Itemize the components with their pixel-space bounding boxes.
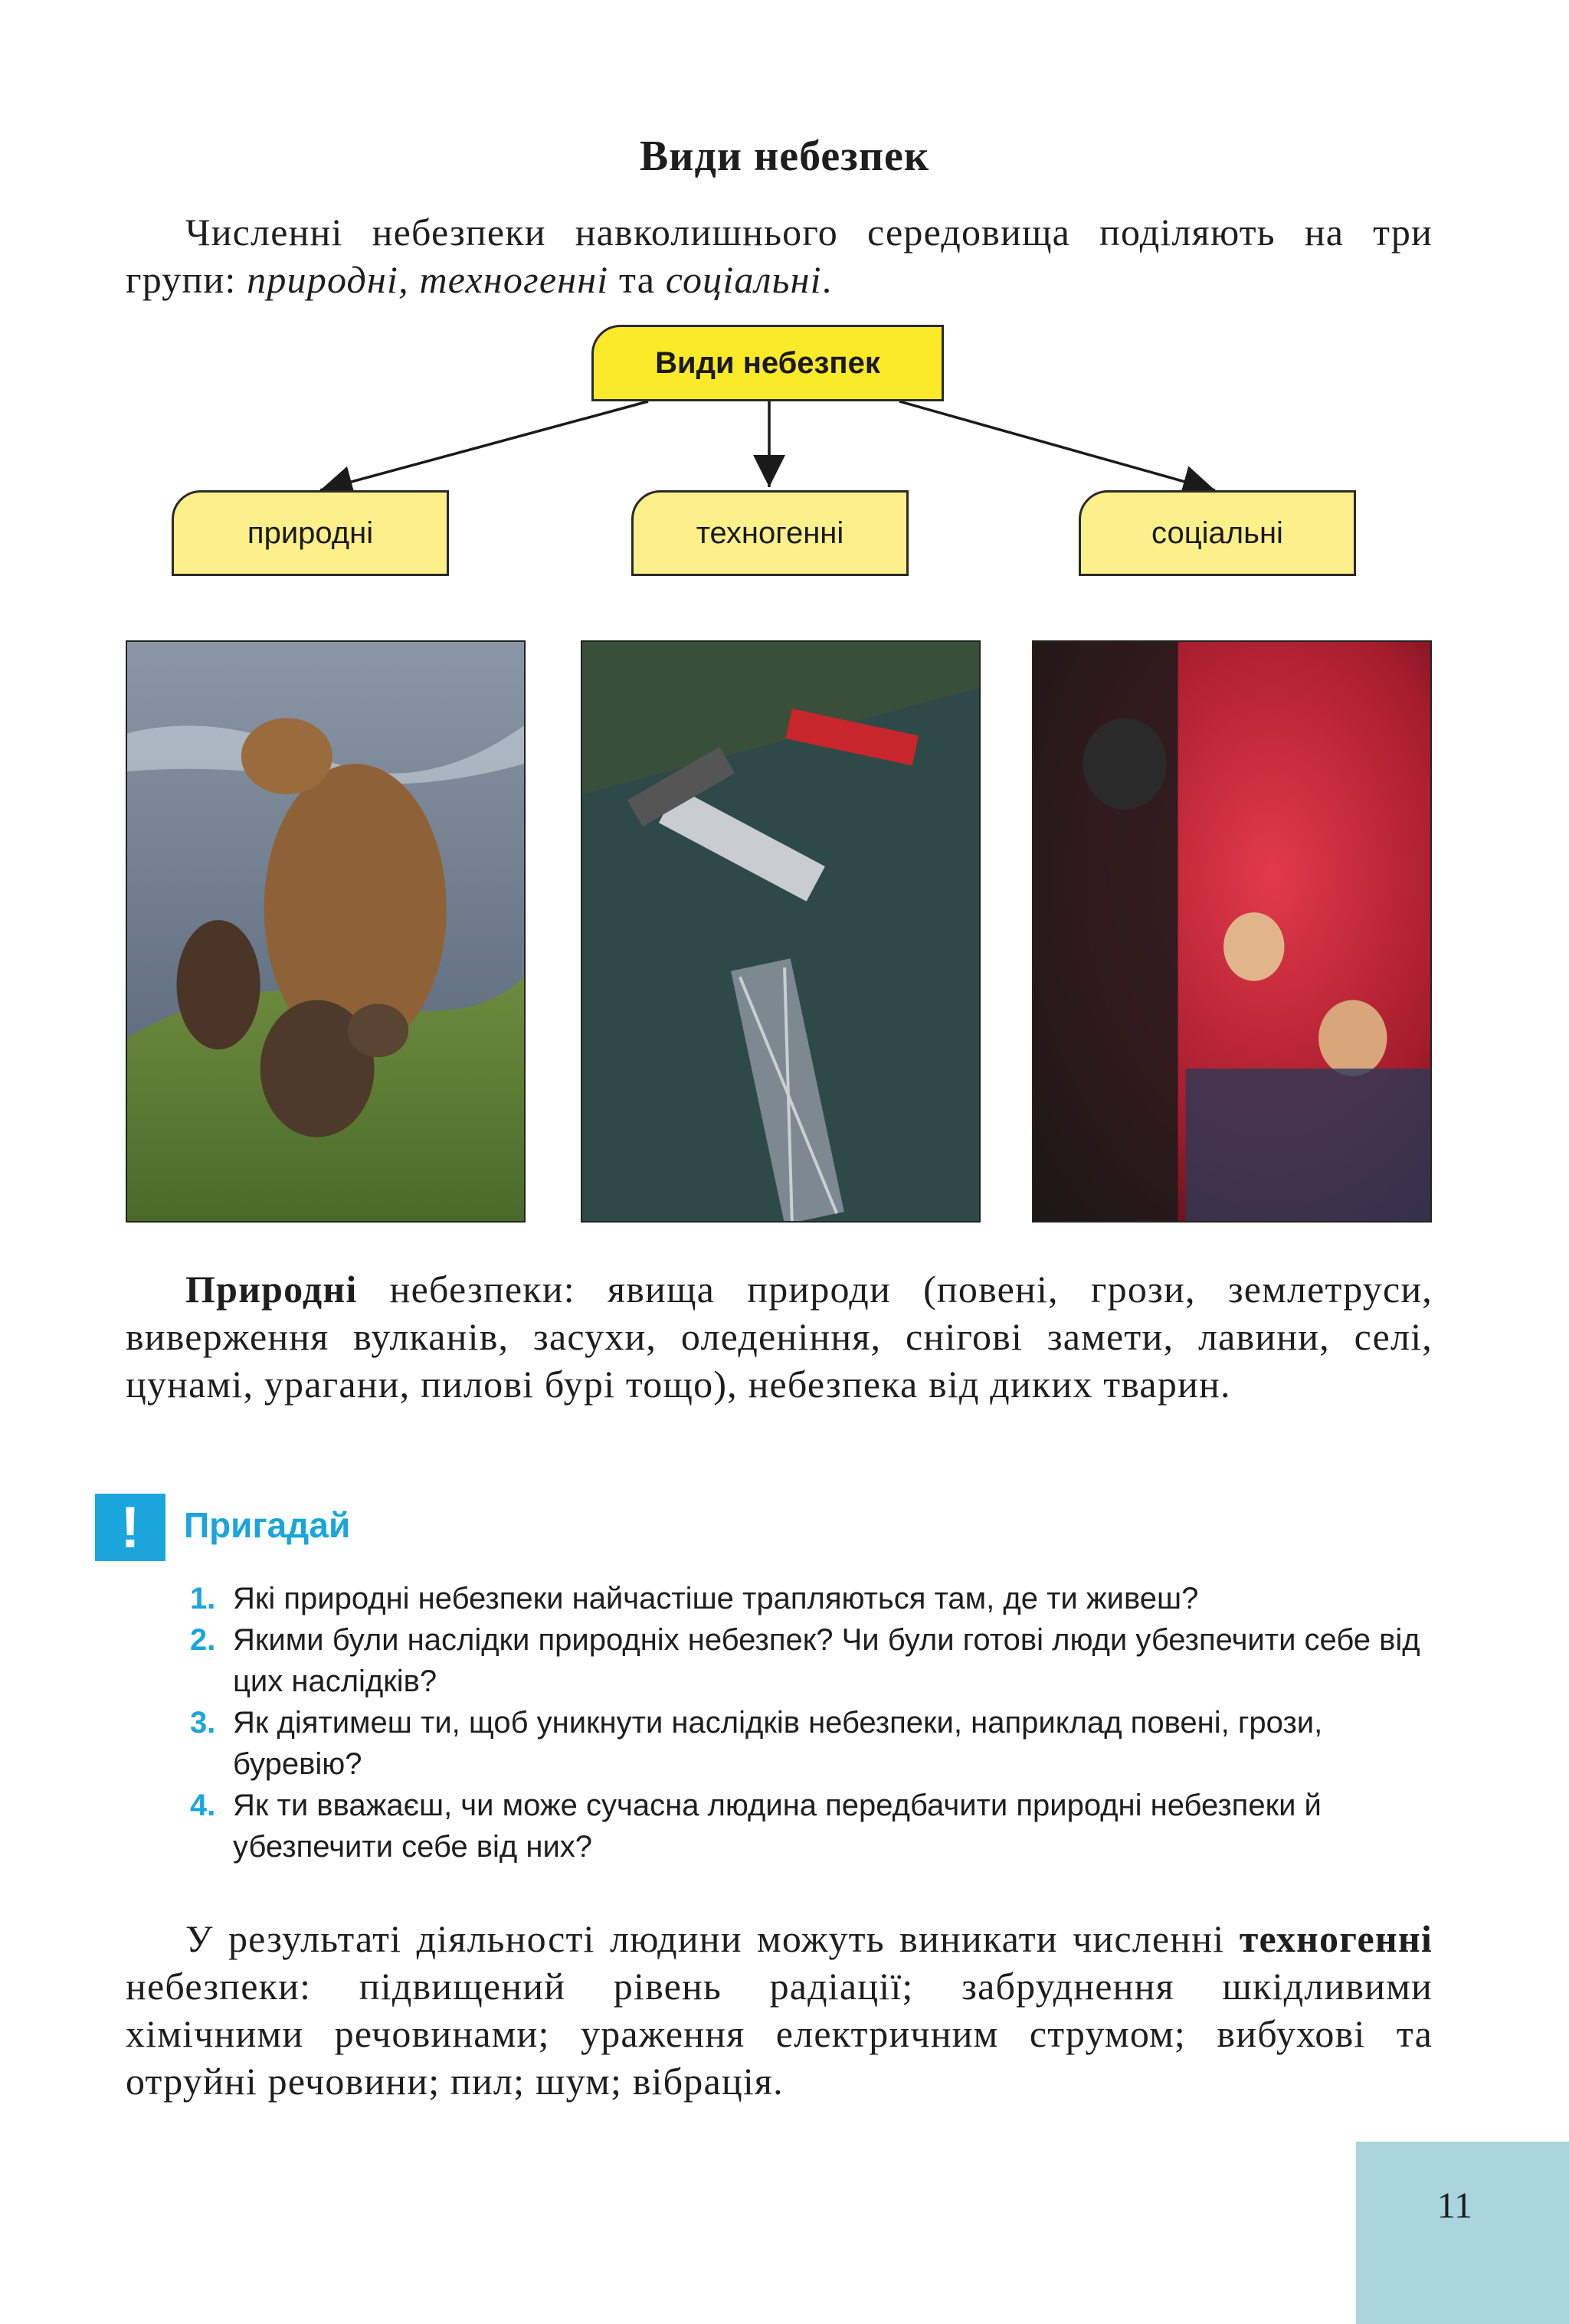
questions-list <box>190 1578 1446 1867</box>
intro-term-1: природні, техногенні <box>247 258 609 301</box>
section-title: Види небезпек <box>639 133 930 180</box>
intro-term-2: соціальні <box>665 258 822 301</box>
question-text: Як ти вважаєш, чи може сучасна людина передбачити природні небезпеки й убезпечити себе від них? <box>233 1789 1322 1864</box>
question-number: 1. <box>190 1582 216 1615</box>
photo-bears <box>126 640 526 1223</box>
question-item <box>190 1702 1446 1785</box>
arrow-right <box>899 401 1215 490</box>
tech-rest: небезпеки: підвищений рівень радіації; забруднення шкідливими хімічними речовинами; ураження електричним струмом; вибухові та отруйні речовини; пил; шум; вібрація. <box>126 1965 1433 2103</box>
photo-train-wreck <box>581 640 981 1223</box>
question-text: Які природні небезпеки найчастіше трапляються там, де ти живеш? <box>233 1582 1199 1615</box>
question-text: Як діятимеш ти, щоб уникнути наслідків небезпеки, наприклад повені, грози, буревію? <box>233 1706 1323 1781</box>
technogenic-paragraph <box>126 1915 1433 2105</box>
intro-joiner: та <box>608 258 666 301</box>
question-text: Якими були наслідки природніх небезпек? Чи були готові люди убезпечити себе від цих наслідків? <box>233 1623 1420 1698</box>
question-item <box>190 1619 1446 1702</box>
page-number: 11 <box>1436 2185 1472 2226</box>
question-item <box>190 1578 1446 1619</box>
question-number: 3. <box>190 1706 216 1740</box>
arrow-left <box>320 401 648 490</box>
intro-end: . <box>821 258 833 301</box>
diagram-root-box: Види небезпек <box>591 325 944 401</box>
question-number: 4. <box>190 1789 216 1822</box>
page-tab <box>1356 2142 1569 2324</box>
intro-lead: Численні небезпеки навколишнього середовища поділяють на три групи: <box>126 211 1433 301</box>
natural-term: Природні <box>185 1268 358 1311</box>
natural-dangers-paragraph <box>126 1265 1433 1408</box>
diagram-box-natural: природні <box>172 490 449 576</box>
remember-title: Пригадай <box>184 1505 351 1545</box>
diagram-box-technogenic: техногенні <box>631 490 909 576</box>
exclamation-icon: ! <box>95 1494 165 1561</box>
diagram-box-social: соціальні <box>1079 490 1356 576</box>
intro-paragraph <box>126 208 1433 303</box>
question-item <box>190 1785 1446 1867</box>
tech-lead: У результаті діяльності людини можуть виникати численні <box>185 1917 1240 1960</box>
natural-rest: небезпеки: явища природи (повені, грози, землетруси, виверження вулканів, засухи, оледеніння, снігові замети, лавини, селі, цунамі, урагани, пилові бурі тощо), небезпека від диких тварин. <box>126 1268 1433 1406</box>
tech-term: техногенні <box>1239 1917 1433 1960</box>
photo-concert-crowd <box>1032 640 1432 1223</box>
question-number: 2. <box>190 1623 216 1657</box>
